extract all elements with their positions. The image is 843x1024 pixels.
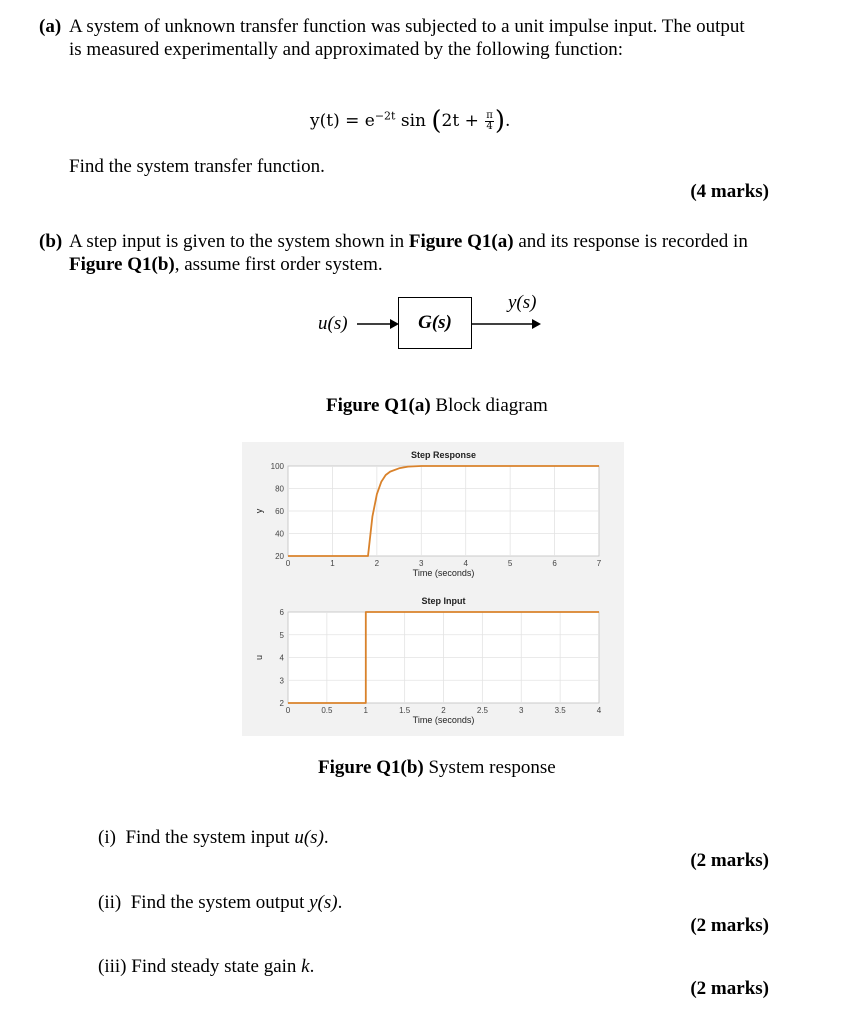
step-input-ytick-label: 2 — [279, 699, 284, 708]
step-input-xtick-label: 2 — [441, 706, 446, 715]
step-response-ylabel: y — [254, 508, 264, 514]
figure-q1a-ref: Figure Q1(a) — [408, 231, 514, 252]
part-a-label: (a) — [39, 16, 62, 37]
step-input-ytick-label: 4 — [279, 653, 284, 663]
step-input-xtick-label: 4 — [596, 706, 602, 715]
system-response-figure — [242, 442, 624, 736]
part-b-line2: Figure Q1(b), assume first order system. — [69, 254, 383, 275]
block-output-label: y(s) — [508, 292, 537, 313]
step-response-xtick-label: 5 — [507, 559, 513, 568]
figure-q1b-ref: Figure Q1(b) — [69, 254, 175, 275]
step-input-xtick-label: 3.5 — [554, 706, 566, 715]
step-response-xtick-label: 4 — [463, 559, 468, 568]
part-a-line2: is measured experimentally and approximated by the following function: — [69, 39, 624, 60]
step-response-xtick-label: 1 — [330, 559, 335, 568]
step-response-ytick-label: 60 — [275, 507, 284, 516]
step-input-xtick-label: 2.5 — [476, 706, 488, 715]
part-b-line1: A step input is given to the system shown in Figure Q1(a) and its response is recorded in — [69, 231, 748, 252]
step-input-xtick-label: 1 — [363, 706, 368, 715]
step-response-xtick-label: 7 — [596, 559, 602, 568]
step-input-xtick-label: 1.5 — [399, 706, 411, 715]
part-a-find: Find the system transfer function. — [69, 156, 325, 177]
figure-q1b-caption: Figure Q1(b) System response — [318, 757, 556, 778]
impulse-response-equation: $y(t) = e^{-2t}$ sin (2t + $\frac{\pi}{4}$ ). — [310, 106, 511, 136]
step-response-ytick-label: 100 — [270, 462, 284, 471]
question-ii: (ii) Find the system output y(s). — [98, 892, 343, 913]
question-i-marks: (2 marks) — [690, 850, 769, 871]
step-response-xlabel: Time (seconds) — [412, 568, 475, 578]
step-input-ytick-label: 3 — [279, 676, 284, 686]
transfer-function-block — [398, 297, 472, 349]
step-response-xtick-label: 0 — [285, 559, 291, 568]
block-label: G(s) — [418, 312, 452, 333]
output-arrow — [471, 316, 547, 332]
block-input-label: u(s) — [318, 313, 348, 334]
step-input-xlabel: Time (seconds) — [412, 715, 475, 725]
response-charts-svg — [242, 442, 624, 736]
step-input-title: Step Input — [421, 596, 466, 606]
fraction-denominator: 4 — [486, 121, 493, 132]
part-a-marks: (4 marks) — [690, 181, 769, 202]
step-input-ytick-label: 6 — [279, 608, 284, 617]
step-response-xtick-label: 6 — [552, 559, 557, 568]
step-input-xtick-label: 0 — [285, 706, 291, 715]
part-a-line1: A system of unknown transfer function was subjected to a unit impulse input. The output — [69, 16, 745, 37]
part-b-label: (b) — [39, 231, 63, 252]
step-input-xtick-label: 3 — [519, 706, 524, 715]
fraction-numerator: π — [486, 110, 493, 121]
equation-end: . — [504, 111, 511, 131]
equation-func: sin — [400, 111, 426, 131]
question-ii-marks: (2 marks) — [690, 915, 769, 936]
question-iii-marks: (2 marks) — [690, 978, 769, 999]
step-response-ytick-label: 80 — [275, 484, 284, 494]
equation-exponent: −2t — [374, 109, 396, 123]
step-input-ytick-label: 5 — [279, 630, 284, 640]
question-iii: (iii) Find steady state gain k. — [98, 956, 315, 977]
step-input-xtick-label: 0.5 — [321, 706, 333, 715]
block-diagram — [0, 0, 843, 400]
equation-arg: 2t + — [441, 111, 479, 131]
step-response-xtick-label: 2 — [374, 559, 380, 568]
figure-q1a-caption: Figure Q1(a) Block diagram — [326, 395, 548, 416]
equation-lhs: y(t) = e — [310, 111, 375, 131]
step-response-ytick-label: 20 — [275, 552, 284, 561]
step-response-ytick-label: 40 — [275, 529, 284, 539]
step-response-xtick-label: 3 — [419, 559, 424, 568]
step-response-title: Step Response — [410, 450, 477, 460]
question-i: (i) Find the system input u(s). — [98, 827, 329, 848]
step-input-ylabel: u — [254, 654, 264, 661]
